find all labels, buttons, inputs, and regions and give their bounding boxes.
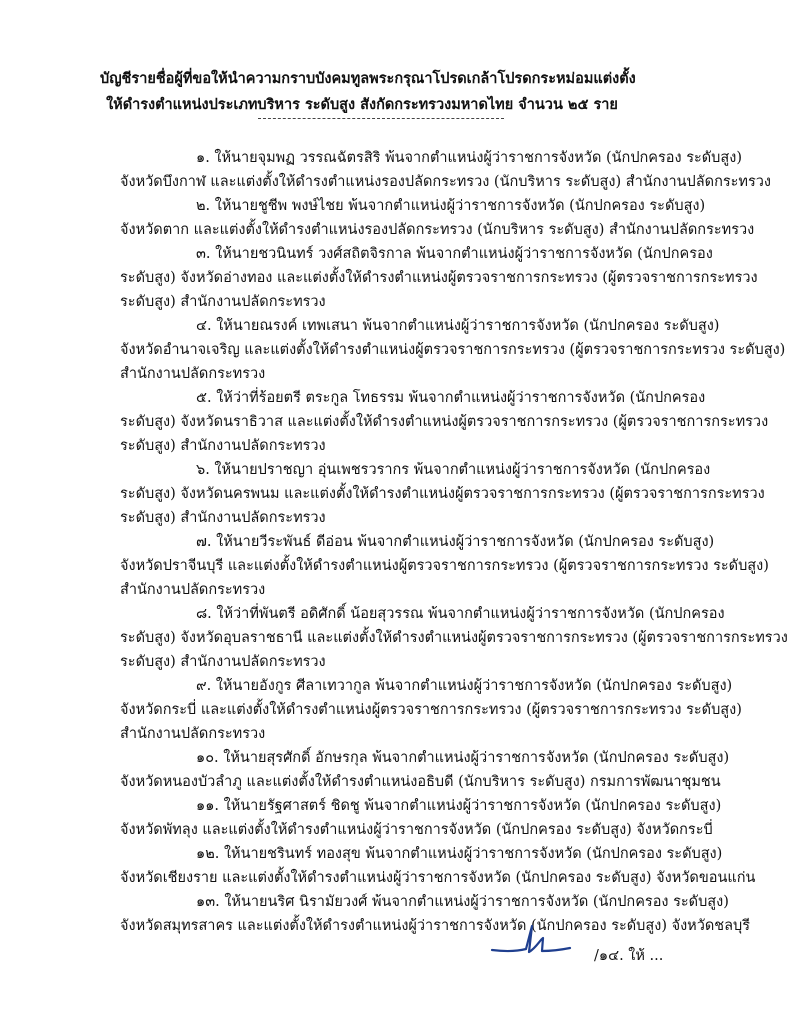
item-11-line-1: ๑๑. ให้นายรัฐศาสตร์ ชิดชู พ้นจากตำแหน่งผู้ว่าราชการจังหวัด (นักปกครอง ระดับสูง) — [196, 798, 722, 814]
item-8-line-1: ๘. ให้ว่าที่พันตรี อดิศักดิ์ น้อยสุวรรณ พ้นจากตำแหน่งผู้ว่าราชการจังหวัด (นักปกครอง — [196, 606, 725, 622]
item-8-line-3: ระดับสูง) สำนักงานปลัดกระทรวง — [120, 654, 326, 670]
item-6-line-3: ระดับสูง) สำนักงานปลัดกระทรวง — [120, 510, 326, 526]
item-7-line-2: จังหวัดปราจีนบุรี และแต่งตั้งให้ดำรงตำแหน่งผู้ตรวจราชการกระทรวง (ผู้ตรวจราชการกระทรวง ระดับสูง) — [120, 558, 769, 574]
item-12-line-2: จังหวัดเชียงราย และแต่งตั้งให้ดำรงตำแหน่งผู้ว่าราชการจังหวัด (นักปกครอง ระดับสูง) จังหวัดขอนแก่น — [120, 870, 756, 886]
document-title-line-1: บัญชีรายชื่อผู้ที่ขอให้นำความกราบบังคมทูลพระกรุณาโปรดเกล้าโปรดกระหม่อมแต่งตั้ง — [100, 70, 636, 87]
item-13-line-2: จังหวัดสมุทรสาคร และแต่งตั้งให้ดำรงตำแหน่งผู้ว่าราชการจังหวัด (นักปกครอง ระดับสูง) จังหวัดชลบุรี — [120, 918, 750, 934]
item-10-line-1: ๑๐. ให้นายสุรศักดิ์ อักษรกุล พ้นจากตำแหน่งผู้ว่าราชการจังหวัด (นักปกครอง ระดับสูง) — [196, 750, 730, 766]
item-7-line-1: ๗. ให้นายวีระพันธ์ ดีอ่อน พ้นจากตำแหน่งผู้ว่าราชการจังหวัด (นักปกครอง ระดับสูง) — [196, 534, 715, 550]
item-13-line-1: ๑๓. ให้นายนริศ นิรามัยวงศ์ พ้นจากตำแหน่งผู้ว่าราชการจังหวัด (นักปกครอง ระดับสูง) — [196, 894, 729, 910]
item-10-line-2: จังหวัดหนองบัวลำภู และแต่งตั้งให้ดำรงตำแหน่งอธิบดี (นักบริหาร ระดับสูง) กรมการพัฒนาชุมชน — [120, 774, 721, 790]
item-6-line-2: ระดับสูง) จังหวัดนครพนม และแต่งตั้งให้ดำรงตำแหน่งผู้ตรวจราชการกระทรวง (ผู้ตรวจราชการกระทรวง — [120, 486, 765, 502]
item-9-line-2: จังหวัดกระบี่ และแต่งตั้งให้ดำรงตำแหน่งผู้ตรวจราชการกระทรวง (ผู้ตรวจราชการกระทรวง ระดับสูง) — [120, 702, 742, 718]
handwritten-signature — [488, 918, 572, 962]
item-6-line-1: ๖. ให้นายปราชญา อุ่นเพชรวรากร พ้นจากตำแหน่งผู้ว่าราชการจังหวัด (นักปกครอง — [196, 462, 711, 478]
item-5-line-3: ระดับสูง) สำนักงานปลัดกระทรวง — [120, 438, 326, 454]
item-9-line-3: สำนักงานปลัดกระทรวง — [120, 726, 266, 742]
item-8-line-2: ระดับสูง) จังหวัดอุบลราชธานี และแต่งตั้งให้ดำรงตำแหน่งผู้ตรวจราชการกระทรวง (ผู้ตรวจราชการกระทรวง — [120, 630, 788, 646]
signature-stroke — [492, 926, 570, 952]
item-12-line-1: ๑๒. ให้นายชรินทร์ ทองสุข พ้นจากตำแหน่งผู้ว่าราชการจังหวัด (นักปกครอง ระดับสูง) — [196, 846, 723, 862]
item-5-line-1: ๕. ให้ว่าที่ร้อยตรี ตระกูล โทธรรม พ้นจากตำแหน่งผู้ว่าราชการจังหวัด (นักปกครอง — [196, 390, 706, 406]
item-1-line-1: ๑. ให้นายจุมพฏ วรรณฉัตรสิริ พ้นจากตำแหน่งผู้ว่าราชการจังหวัด (นักปกครอง ระดับสูง) — [196, 150, 742, 166]
item-3-line-2: ระดับสูง) จังหวัดอ่างทอง และแต่งตั้งให้ดำรงตำแหน่งผู้ตรวจราชการกระทรวง (ผู้ตรวจราชการกระทรวง — [120, 270, 758, 286]
item-4-line-2: จังหวัดอำนาจเจริญ และแต่งตั้งให้ดำรงตำแหน่งผู้ตรวจราชการกระทรวง (ผู้ตรวจราชการกระทรวง ระดับสูง) — [120, 342, 786, 358]
item-3-line-3: ระดับสูง) สำนักงานปลัดกระทรวง — [120, 294, 326, 310]
item-5-line-2: ระดับสูง) จังหวัดนราธิวาส และแต่งตั้งให้ดำรงตำแหน่งผู้ตรวจราชการกระทรวง (ผู้ตรวจราชการกระทรวง — [120, 414, 769, 430]
document-title-line-2: ให้ดำรงตำแหน่งประเภทบริหาร ระดับสูง สังกัดกระทรวงมหาดไทย จำนวน ๒๕ ราย — [106, 96, 618, 113]
title-divider — [258, 118, 504, 119]
item-4-line-3: สำนักงานปลัดกระทรวง — [120, 366, 266, 382]
item-2-line-1: ๒. ให้นายชูชีพ พงษ์ไชย พ้นจากตำแหน่งผู้ว่าราชการจังหวัด (นักปกครอง ระดับสูง) — [196, 198, 706, 214]
item-2-line-2: จังหวัดตาก และแต่งตั้งให้ดำรงตำแหน่งรองปลัดกระทรวง (นักบริหาร ระดับสูง) สำนักงานปลัดกระทรวง — [120, 222, 755, 238]
next-page-reference: /๑๔. ให้ ... — [594, 948, 664, 964]
item-1-line-2: จังหวัดบึงกาฬ และแต่งตั้งให้ดำรงตำแหน่งรองปลัดกระทรวง (นักบริหาร ระดับสูง) สำนักงานปลัดกระทรวง — [120, 174, 771, 190]
item-9-line-1: ๙. ให้นายอังกูร ศีลาเทวากูล พ้นจากตำแหน่งผู้ว่าราชการจังหวัด (นักปกครอง ระดับสูง) — [196, 678, 733, 694]
item-3-line-1: ๓. ให้นายชวนินทร์ วงศ์สถิตจิรกาล พ้นจากตำแหน่งผู้ว่าราชการจังหวัด (นักปกครอง — [196, 246, 713, 262]
item-4-line-1: ๔. ให้นายณรงค์ เทพเสนา พ้นจากตำแหน่งผู้ว่าราชการจังหวัด (นักปกครอง ระดับสูง) — [196, 318, 720, 334]
item-11-line-2: จังหวัดพัทลุง และแต่งตั้งให้ดำรงตำแหน่งผู้ว่าราชการจังหวัด (นักปกครอง ระดับสูง) จังหวัดกระบี่ — [120, 822, 713, 838]
item-7-line-3: สำนักงานปลัดกระทรวง — [120, 582, 266, 598]
